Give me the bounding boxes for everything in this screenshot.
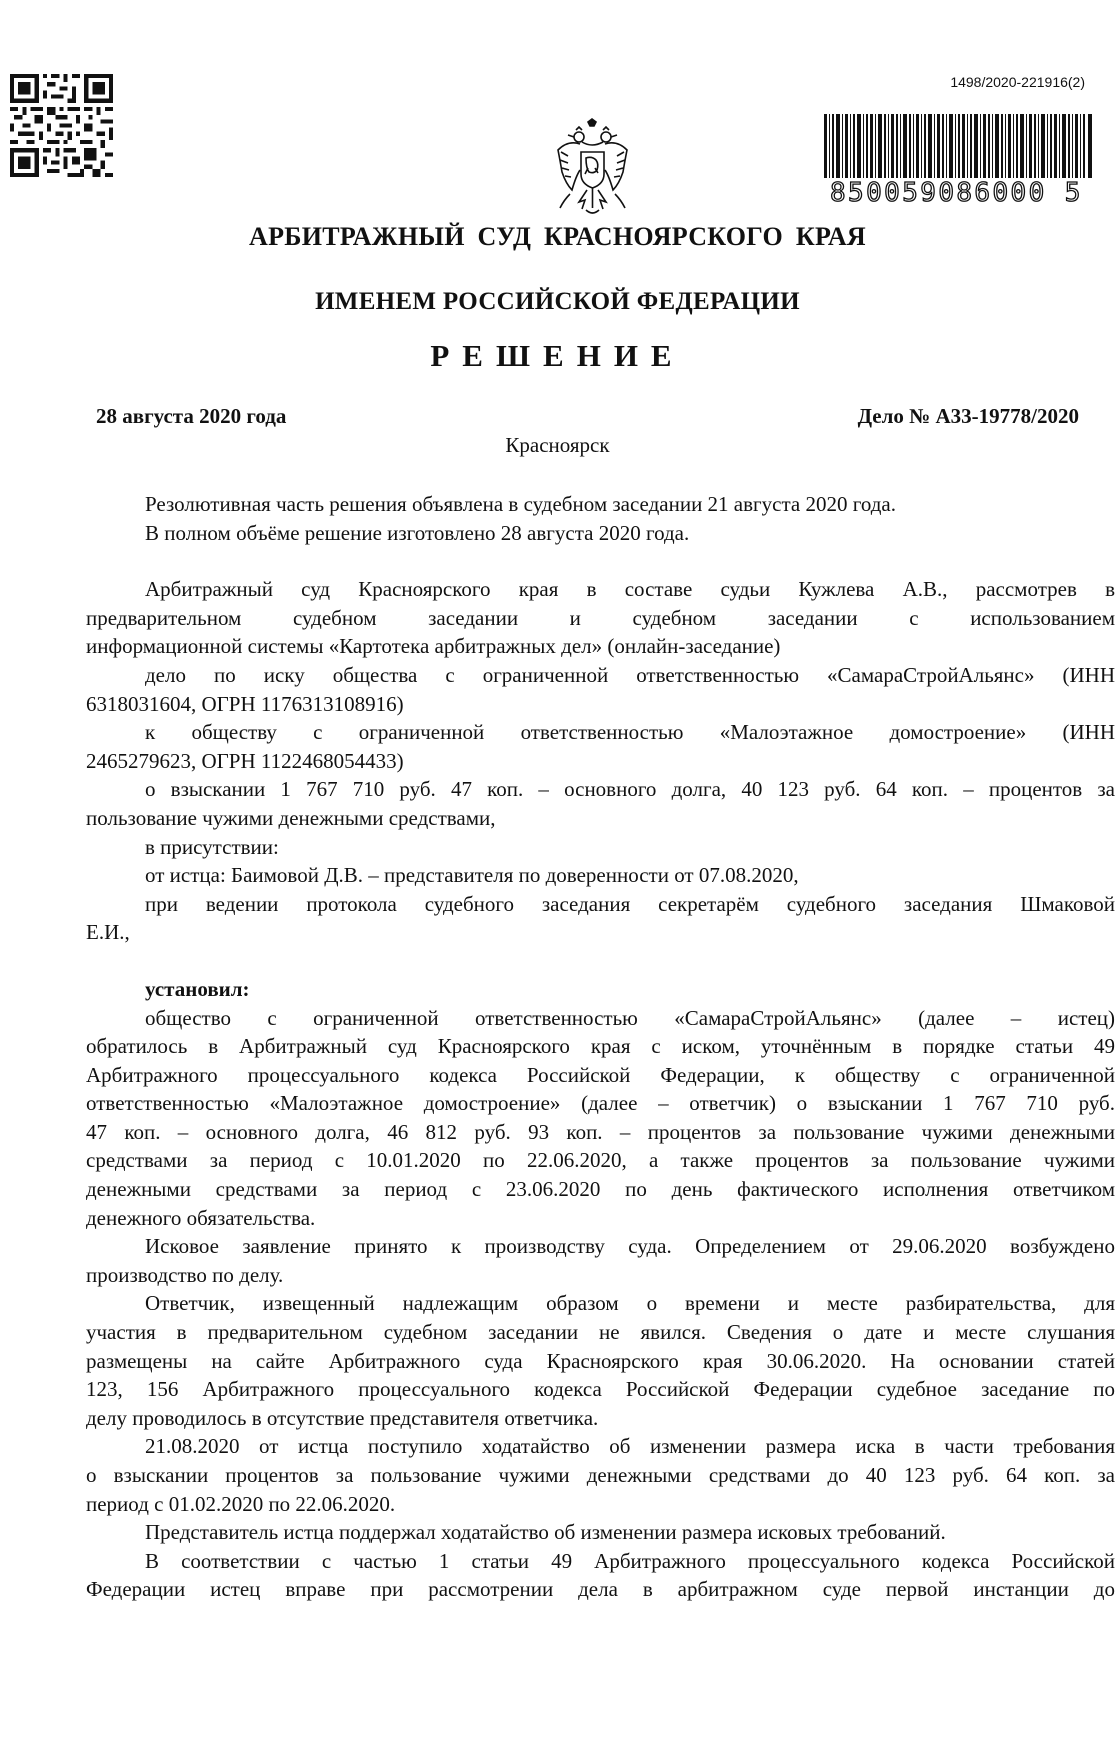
text-line: при ведении протокола судебного заседания секретарём судебного заседания Шмаковой [145, 891, 1115, 916]
text-line: информационной системы «Картотека арбитражных дел» (онлайн-заседание) [86, 634, 781, 659]
text-line: делу проводилось в отсутствие представителя ответчика. [86, 1405, 599, 1430]
text-line: Федерации истец вправе при рассмотрении дела в арбитражном суде первой инстанции до [86, 1577, 1115, 1602]
text-line: Резолютивная часть решения объявлена в судебном заседании 21 августа 2020 года. [145, 492, 896, 516]
text-line: производство по делу. [86, 1262, 284, 1287]
text-line: Исковое заявление принято к производству суда. Определением от 29.06.2020 возбуждено [145, 1234, 1115, 1259]
text-line: 123, 156 Арбитражного процессуального кодекса Российской Федерации судебное заседание по [86, 1377, 1115, 1402]
text-line: средствами за период с 10.01.2020 по 22.06.2020, а также процентов за пользование чужими [86, 1148, 1115, 1173]
text-line: к обществу с ограниченной ответственностью «Малоэтажное домостроение» (ИНН [145, 720, 1115, 745]
court-title: АРБИТРАЖНЫЙ СУД КРАСНОЯРСКОГО КРАЯ [249, 222, 866, 251]
text-line: В полном объёме решение изготовлено 28 августа 2020 года. [145, 520, 690, 545]
text-line: дело по иску общества с ограниченной ответственностью «СамараСтройАльянс» (ИНН [145, 662, 1115, 687]
text-line: 21.08.2020 от истца поступило ходатайство об изменении размера иска в части требования [145, 1434, 1115, 1459]
text-line: период с 01.02.2020 по 22.06.2020. [86, 1491, 396, 1516]
text-line: общество с ограниченной ответственностью «СамараСтройАльянс» (далее – истец) [145, 1005, 1115, 1030]
city: Красноярск [505, 433, 610, 457]
text-line: Е.И., [86, 920, 130, 945]
section-heading-established: установил: [145, 976, 250, 1001]
text-line: о взыскании 1 767 710 руб. 47 коп. – основного долга, 40 123 руб. 64 коп. – процентов за [145, 777, 1115, 802]
text-line: 2465279623, ОГРН 1122468054433) [86, 748, 404, 773]
text-line: в присутствии: [145, 834, 279, 859]
barcode-number: 850059086000 5 [830, 178, 1083, 208]
text-line: денежными средствами за период с 23.06.2020 по день фактического исполнения ответчиком [86, 1177, 1115, 1202]
text-line: пользование чужими денежными средствами, [86, 805, 496, 830]
document-reference-number: 1498/2020-221916(2) [950, 74, 1085, 90]
text-line: Арбитражный суд Красноярского края в составе судьи Кужлева А.В., рассмотрев в [145, 577, 1115, 602]
case-number: Дело № А33-19778/2020 [857, 404, 1079, 428]
text-line: ответственностью «Малоэтажное домостроение» (далее – ответчик) о взыскании 1 767 710 руб. [86, 1091, 1115, 1116]
decision-body [86, 490, 1115, 1604]
name-of-federation-heading: ИМЕНЕМ РОССИЙСКОЙ ФЕДЕРАЦИИ [315, 288, 800, 315]
text-line: Ответчик, извещенный надлежащим образом о времени и месте разбирательства, для [145, 1291, 1115, 1316]
text-line: участия в предварительном судебном заседании не явился. Сведения о дате и месте слушания [86, 1320, 1115, 1345]
text-line: денежного обязательства. [86, 1205, 316, 1230]
text-line: о взыскании процентов за пользование чужими денежными средствами до 40 123 руб. 64 коп. за [86, 1463, 1115, 1487]
text-line: 6318031604, ОГРН 1176313108916) [86, 691, 404, 716]
text-line: Представитель истца поддержал ходатайство об изменении размера исковых требований. [145, 1520, 946, 1545]
text-line: Арбитражного процессуального кодекса Российской Федерации, к обществу с ограниченной [86, 1062, 1115, 1087]
text-line: обратилось в Арбитражный суд Красноярского края с иском, уточнённым в порядке статьи 49 [86, 1034, 1115, 1059]
barcode [824, 114, 1092, 178]
text-line: от истца: Баимовой Д.В. – представителя по доверенности от 07.08.2020, [145, 863, 799, 888]
qr-code [10, 74, 113, 177]
coat-of-arms-emblem [550, 118, 635, 223]
decision-date: 28 августа 2020 года [96, 404, 287, 428]
text-line: В соответствии с частью 1 статьи 49 Арбитражного процессуального кодекса Российской [145, 1548, 1115, 1573]
decision-heading: РЕШЕНИЕ [430, 338, 685, 373]
text-line: 47 коп. – основного долга, 46 812 руб. 93 коп. – процентов за пользование чужими денежными [86, 1119, 1115, 1144]
text-line: размещены на сайте Арбитражного суда Красноярского края 30.06.2020. На основании статей [86, 1348, 1115, 1373]
text-line: предварительном судебном заседании и судебном заседании с использованием [86, 605, 1115, 630]
